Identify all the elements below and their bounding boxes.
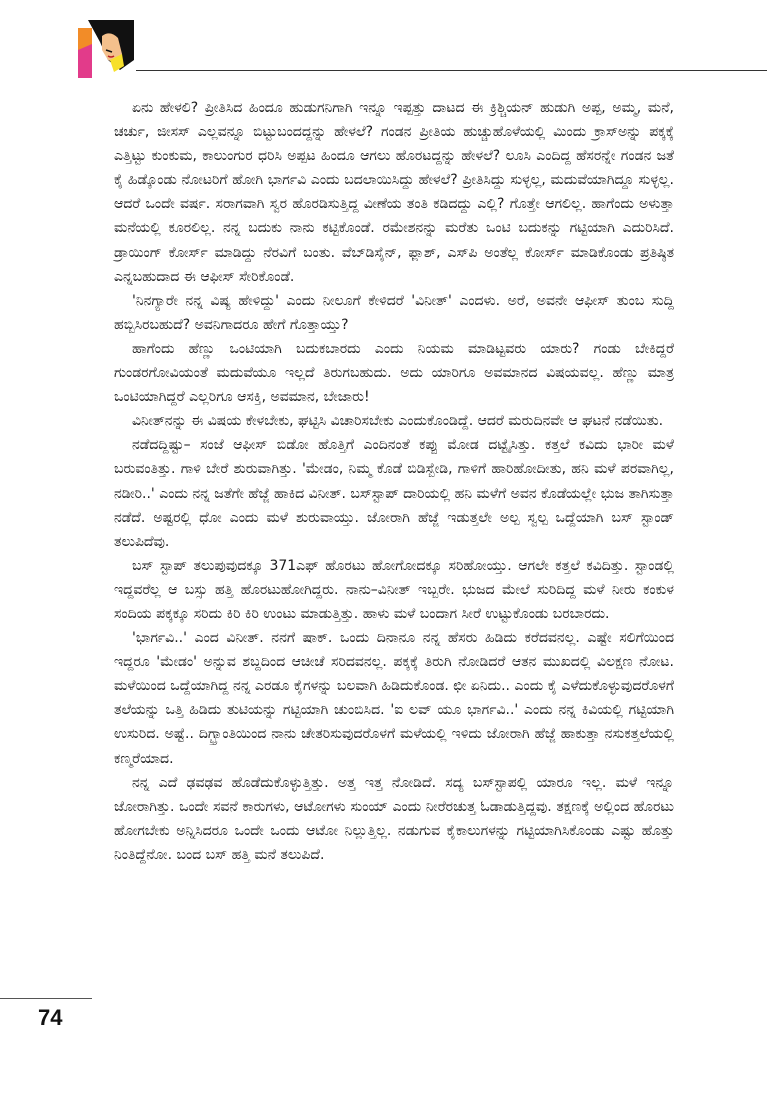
paragraph: 'ಭಾರ್ಗವಿ..' ಎಂದ ವಿನೀತ್. ನನಗೆ ಷಾಕ್. ಒಂದು ದಿನಾನೂ ನನ್ನ ಹೆಸರು ಹಿಡಿದು ಕರೆದವನಲ್ಲ. ಎಷ್ಟೇ ಸಲಿಗೆಯಿಂದ ಇದ್ದರೂ 'ಮೇಡಂ' ಅನ್ನುವ ಶಬ್ದದಿಂದ ಆಚೀಚೆ ಸರಿದವನಲ್ಲ. ಪಕ್ಕಕ್ಕೆ ತಿರುಗಿ ನೋಡಿದರೆ ಆತನ ಮುಖದಲ್ಲಿ ವಿಲಕ್ಷಣ ನೋಟ. ಮಳೆಯಿಂದ ಒದ್ದೆಯಾಗಿದ್ದ ನನ್ನ ಎರಡೂ ಕೈಗಳನ್ನು ಬಲವಾಗಿ ಹಿಡಿದುಕೊಂಡ. ಛೀ ಏನಿದು.. ಎಂದು ಕೈ ಎಳೆದುಕೊಳ್ಳುವುದರೊಳಗೆ ತಲೆಯನ್ನು ಒತ್ತಿ ಹಿಡಿದು ತುಟಿಯನ್ನು ಗಟ್ಟಿಯಾಗಿ ಚುಂಬಿಸಿದ. 'ಐ ಲವ್ ಯೂ ಭಾರ್ಗವಿ..' ಎಂದು ನನ್ನ ಕಿವಿಯಲ್ಲಿ ಗಟ್ಟಿಯಾಗಿ ಉಸುರಿದ. ಅಷ್ಟೆ.. ದಿಗ್ಭ್ರಾಂತಿಯಿಂದ ನಾನು ಚೇತರಿಸುವುದರೊಳಗೆ ಮಳೆಯಲ್ಲಿ ಇಳಿದು ಜೋರಾಗಿ ಹೆಜ್ಜೆ ಹಾಕುತ್ತಾ ನಸುಕತ್ತಲೆಯಲ್ಲಿ ಕಣ್ಮರೆಯಾದ. [114,630,674,767]
paragraph: 'ನಿನಗ್ಯಾರೇ ನನ್ನ ವಿಷ್ಯ ಹೇಳಿದ್ದು' ಎಂದು ನೀಲೂಗೆ ಕೇಳಿದರೆ 'ವಿನೀತ್' ಎಂದಳು. ಅರೆ, ಅವನೇ ಆಫೀಸ್ ತುಂಬ ಸುದ್ದಿ ಹಬ್ಬಿಸಿರಬಹುದೆ? ಅವನಿಗಾದರೂ ಹೇಗೆ ಗೊತ್ತಾಯ್ತು? [114,292,674,333]
paragraph: ಹಾಗೆಂದು ಹೆಣ್ಣು ಒಂಟಿಯಾಗಿ ಬದುಕಬಾರದು ಎಂದು ನಿಯಮ ಮಾಡಿಟ್ಟವರು ಯಾರು? ಗಂಡು ಬೇಕಿದ್ದರೆ ಗುಂಡರಗೋವಿಯಂತೆ ಮದುವೆಯೂ ಇಲ್ಲದೆ ತಿರುಗಬಹುದು. ಅದು ಯಾರಿಗೂ ಅವಮಾನದ ವಿಷಯವಲ್ಲ. ಹೆಣ್ಣು ಮಾತ್ರ ಒಂಟಿಯಾಗಿದ್ದರೆ ಎಲ್ಲರಿಗೂ ಆಸಕ್ತಿ, ಅವಮಾನ, ಬೇಜಾರು! [114,340,674,406]
page-number: 74 [38,1005,63,1030]
magazine-logo [78,20,134,78]
article-body [114,96,674,867]
footer-rule [0,998,92,999]
paragraph: ನಡೆದದ್ದಿಷ್ಟು– ಸಂಜೆ ಆಫೀಸ್ ಬಿಡೋ ಹೊತ್ತಿಗೆ ಎಂದಿನಂತೆ ಕಪ್ಪು ಮೋಡ ದಟ್ಟೈಸಿತ್ತು. ಕತ್ತಲೆ ಕವಿದು ಭಾರೀ ಮಳೆ ಬರುವಂತಿತ್ತು. ಗಾಳಿ ಬೇರೆ ಶುರುವಾಗಿತ್ತು. 'ಮೇಡಂ, ನಿಮ್ಮ ಕೊಡೆ ಬಿಡಿಸ್ಬೇಡಿ, ಗಾಳಿಗೆ ಹಾರಿಹೋದೀತು, ಹನಿ ಮಳೆ ಪರವಾಗಿಲ್ಲ, ನಡೀರಿ..' ಎಂದು ನನ್ನ ಜತೆಗೇ ಹೆಜ್ಜೆ ಹಾಕಿದ ವಿನೀತ್. ಬಸ್‌ಸ್ಟಾಪ್ ದಾರಿಯಲ್ಲಿ ಹನಿ ಮಳೆಗೆ ಅವನ ಕೊಡೆಯಲ್ಲೇ ಭುಜ ತಾಗಿಸುತ್ತಾ ನಡೆದೆ. ಅಷ್ಟರಲ್ಲಿ ಧೋ ಎಂದು ಮಳೆ ಶುರುವಾಯ್ತು. ಜೋರಾಗಿ ಹೆಜ್ಜೆ ಇಡುತ್ತಲೇ ಅಲ್ಪ ಸ್ವಲ್ಪ ಒದ್ದೆಯಾಗಿ ಬಸ್ ಸ್ಟಾಂಡ್ ತಲುಪಿದೆವು. [114,437,674,550]
paragraph: ಬಸ್ ಸ್ಟಾಪ್ ತಲುಪುವುದಕ್ಕೂ 371ಎಫ್ ಹೊರಟು ಹೋಗೋದಕ್ಕೂ ಸರಿಹೋಯ್ತು. ಆಗಲೇ ಕತ್ತಲೆ ಕವಿದಿತ್ತು. ಸ್ಟಾಂಡಲ್ಲಿ ಇದ್ದವರೆಲ್ಲ ಆ ಬಸ್ಸು ಹತ್ತಿ ಹೊರಟುಹೋಗಿದ್ದರು. ನಾನು–ವಿನೀತ್ ಇಬ್ಬರೇ. ಭುಜದ ಮೇಲೆ ಸುರಿದಿದ್ದ ಮಳೆ ನೀರು ಕಂಕುಳ ಸಂದಿಯ ಪಕ್ಕಕ್ಕೂ ಸರಿದು ಕಿರಿ ಕಿರಿ ಉಂಟು ಮಾಡುತ್ತಿತ್ತು. ಹಾಳು ಮಳೆ ಬಂದಾಗ ಸೀರೆ ಉಟ್ಟುಕೊಂಡು ಬರಬಾರದು. [114,557,674,622]
woman-face-logo-icon [78,20,134,78]
paragraph: ನನ್ನ ಎದೆ ಢವಢವ ಹೊಡೆದುಕೊಳ್ಳುತ್ತಿತ್ತು. ಅತ್ತ ಇತ್ತ ನೋಡಿದೆ. ಸದ್ಯ ಬಸ್‌ಸ್ಟಾಪಲ್ಲಿ ಯಾರೂ ಇಲ್ಲ. ಮಳೆ ಇನ್ನೂ ಜೋರಾಗಿತ್ತು. ಒಂದೇ ಸವನೆ ಕಾರುಗಳು, ಆಟೋಗಳು ಸುಂಯ್ ಎಂದು ನೀರೆರಚುತ್ತ ಓಡಾಡುತ್ತಿದ್ದವು. ತಕ್ಷಣಕ್ಕೆ ಅಲ್ಲಿಂದ ಹೊರಟು ಹೋಗಬೇಕು ಅನ್ನಿಸಿದರೂ ಒಂದೇ ಒಂದು ಆಟೋ ನಿಲ್ಲುತ್ತಿಲ್ಲ. ನಡುಗುವ ಕೈಕಾಲುಗಳನ್ನು ಗಟ್ಟಿಯಾಗಿಸಿಕೊಂಡು ಎಷ್ಟು ಹೊತ್ತು ನಿಂತಿದ್ದೆನೋ. ಬಂದ ಬಸ್ ಹತ್ತಿ ಮನೆ ತಲುಪಿದೆ. [114,774,674,863]
paragraph: ಏನು ಹೇಳಲಿ? ಪ್ರೀತಿಸಿದ ಹಿಂದೂ ಹುಡುಗನಿಗಾಗಿ ಇನ್ನೂ ಇಪ್ಪತ್ತು ದಾಟದ ಈ ಕ್ರಿಶ್ಚಿಯನ್ ಹುಡುಗಿ ಅಪ್ಪ, ಅಮ್ಮ, ಮನೆ, ಚರ್ಚು, ಜೀಸಸ್ ಎಲ್ಲವನ್ನೂ ಬಿಟ್ಟುಬಂದದ್ದನ್ನು ಹೇಳಲೆ? ಗಂಡನ ಪ್ರೀತಿಯ ಹುಚ್ಚುಹೊಳೆಯಲ್ಲಿ ಮಿಂದು ಕ್ರಾಸ್‌ಅನ್ನು ಪಕ್ಕಕ್ಕೆ ಎತ್ತಿಟ್ಟು ಕುಂಕುಮ, ಕಾಲುಂಗುರ ಧರಿಸಿ ಅಪ್ಪಟ ಹಿಂದೂ ಆಗಲು ಹೊರಟದ್ದನ್ನು ಹೇಳಲೆ? ಲೂಸಿ ಎಂದಿದ್ದ ಹೆಸರನ್ನೇ ಗಂಡನ ಜತೆ ಕೈ ಹಿಡ್ಕೊಂಡು ನೋಟರಿಗೆ ಹೋಗಿ ಭಾರ್ಗವಿ ಎಂದು ಬದಲಾಯಿಸಿದ್ದು ಹೇಳಲೆ? ಪ್ರೀತಿಸಿದ್ದು ಸುಳ್ಳಲ್ಲ, ಮದುವೆಯಾಗಿದ್ದೂ ಸುಳ್ಳಲ್ಲ. ಆದರೆ ಒಂದೇ ವರ್ಷ. ಸರಾಗವಾಗಿ ಸ್ವರ ಹೊರಡಿಸುತ್ತಿದ್ದ ವೀಣೆಯ ತಂತಿ ಕಡಿದದ್ದು ಎಲ್ಲಿ? ಗೊತ್ತೇ ಆಗಲಿಲ್ಲ. ಹಾಗೆಂದು ಅಳುತ್ತಾ ಮನೆಯಲ್ಲಿ ಕೂರಲಿಲ್ಲ. ನನ್ನ ಬದುಕು ನಾನು ಕಟ್ಟಿಕೊಂಡೆ. ರಮೇಶನನ್ನು ಮರೆತು ಒಂಟಿ ಬದುಕನ್ನು ಗಟ್ಟಿಯಾಗಿ ಎದುರಿಸಿದೆ. ಡ್ರಾಯಿಂಗ್ ಕೋರ್ಸ್ ಮಾಡಿದ್ದು ನೆರವಿಗೆ ಬಂತು. ವೆಬ್‌ಡಿಸೈನ್, ಫ್ಲಾಶ್, ಎಸ್‌ಪಿ ಅಂತೆಲ್ಲ ಕೋರ್ಸ್ ಮಾಡಿಕೊಂಡು ಪ್ರತಿಷ್ಠಿತ ಎನ್ನಬಹುದಾದ ಈ ಆಫೀಸ್ ಸೇರಿಕೊಂಡೆ. [114,100,674,285]
paragraph: ವಿನೀತ್‌ನನ್ನು ಈ ವಿಷಯ ಕೇಳಬೇಕು, ಘಟ್ಟಿಸಿ ವಿಚಾರಿಸಬೇಕು ಎಂದುಕೊಂಡಿದ್ದೆ. ಆದರೆ ಮರುದಿನವೇ ಆ ಘಟನೆ ನಡೆಯಿತು. [132,413,664,430]
header-rule [136,70,767,71]
